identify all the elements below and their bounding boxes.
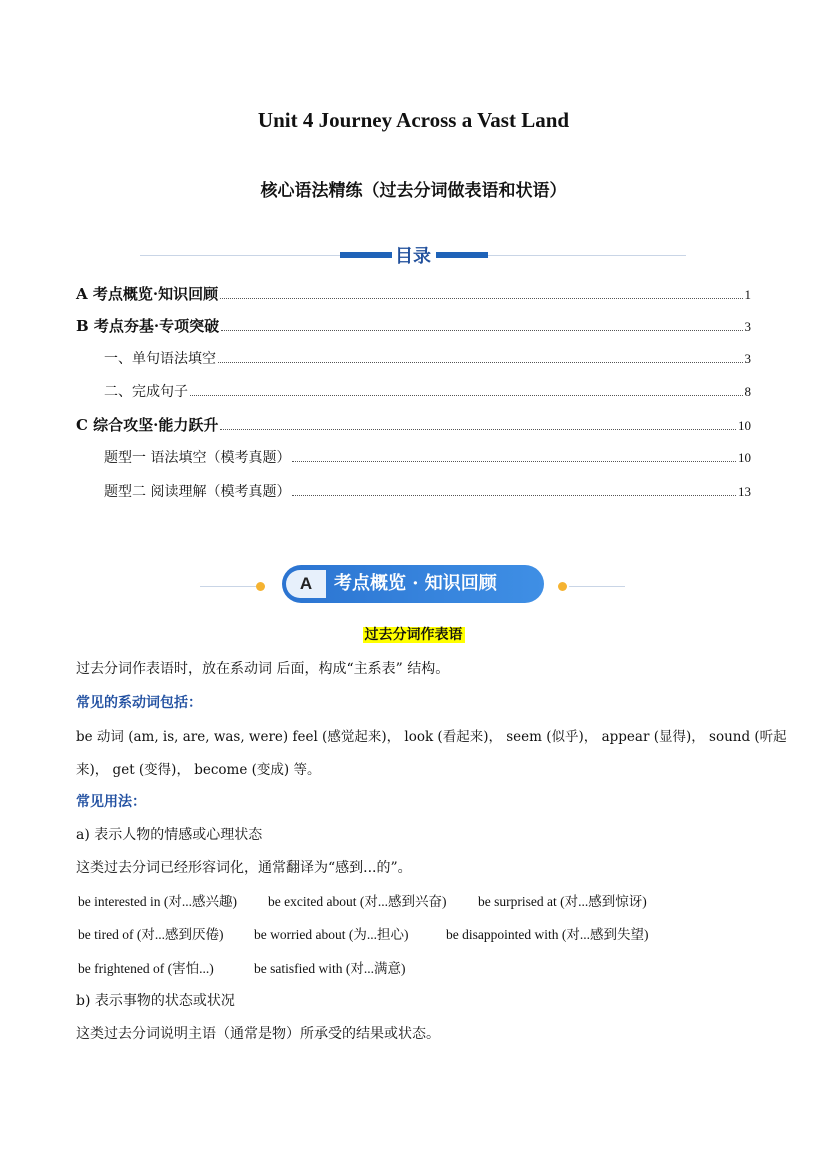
toc-entry-page: 10 <box>738 450 751 465</box>
section-banner <box>200 562 625 606</box>
usage-heading: 常见用法： <box>76 794 146 810</box>
toc-entry[interactable] <box>104 481 751 503</box>
example-phrase: be tired of (对...感到厌倦) <box>78 927 224 942</box>
toc-entry-label: A 考点概览·知识回顾 <box>76 285 219 303</box>
linking-verbs-heading: 常见的系动词包括： <box>76 695 202 711</box>
toc-entry[interactable] <box>104 447 751 469</box>
usage-a-description: 这类过去分词已经形容词化，通常翻译为“感到...的”。 <box>76 860 412 876</box>
document-title: Unit 4 Journey Across a Vast Land <box>257 108 570 132</box>
toc-entry-page: 3 <box>744 319 751 334</box>
usage-b-description: 这类过去分词说明主语（通常是物）所承受的结果或状态。 <box>76 1026 440 1042</box>
banner-dot-left <box>256 582 265 591</box>
toc-entry-page: 1 <box>744 287 751 302</box>
toc-entry[interactable] <box>76 414 751 436</box>
banner-dot-right <box>558 582 567 591</box>
banner-letter: A <box>286 570 326 598</box>
example-phrase: be interested in (对...感兴趣) <box>78 894 237 909</box>
usage-item-b: b) 表示事物的状态或状况 <box>76 993 235 1009</box>
usage-item-a: a) 表示人物的情感或心理状态 <box>76 827 263 843</box>
toc-entry-label: 题型一 语法填空（模考真题） <box>104 450 291 466</box>
toc-entry-label: 二、完成句子 <box>104 384 188 400</box>
example-phrase: be disappointed with (对...感到失望) <box>446 927 649 942</box>
example-phrase: be satisfied with (对...满意) <box>254 961 406 976</box>
toc-heading: 目录 <box>395 246 431 267</box>
toc-leader <box>218 362 743 363</box>
linking-verbs-line: 来)， get (变得)， become (变成) 等。 <box>76 762 321 778</box>
banner-line-left <box>200 586 256 587</box>
toc-entry-page: 13 <box>738 484 751 499</box>
highlighted-heading: 过去分词作表语 <box>364 627 463 643</box>
toc-entry-page: 3 <box>744 351 751 366</box>
toc-entry-label: 题型二 阅读理解（模考真题） <box>104 484 291 500</box>
example-phrase: be worried about (为...担心) <box>254 927 409 942</box>
toc-entry-page: 10 <box>738 418 751 433</box>
toc-header <box>140 242 686 268</box>
toc-entry[interactable] <box>104 381 751 403</box>
intro-paragraph: 过去分词作表语时，放在系动词 后面，构成“主系表” 结构。 <box>76 661 450 677</box>
example-phrase: be excited about (对...感到兴奋) <box>268 894 447 909</box>
example-phrase: be surprised at (对...感到惊讶) <box>478 894 647 909</box>
toc-leader <box>220 298 742 299</box>
toc-entry[interactable] <box>76 283 751 305</box>
toc-entry-label: C 综合攻坚·能力跃升 <box>76 416 219 434</box>
document-subtitle: 核心语法精练（过去分词做表语和状语） <box>260 181 567 201</box>
banner-title: 考点概览 · 知识回顾 <box>334 573 497 594</box>
banner-line-right <box>569 586 625 587</box>
toc-entry-label: 一、单句语法填空 <box>104 351 216 367</box>
linking-verbs-line: be 动词 (am, is, are, was, were) feel (感觉起来)， look (看起来)， seem (似乎)， appear (显得)， sound (听起 <box>76 729 787 745</box>
section-title <box>0 624 827 644</box>
toc-leader <box>221 330 742 331</box>
toc-leader <box>292 461 736 462</box>
toc-leader <box>220 429 736 430</box>
toc-entry-label: B 考点夯基·专项突破 <box>76 317 220 335</box>
toc-leader <box>190 395 743 396</box>
toc-entry[interactable] <box>76 315 751 337</box>
example-phrase: be frightened of (害怕...) <box>78 961 214 976</box>
toc-leader <box>292 495 736 496</box>
toc-entry-page: 8 <box>744 384 751 399</box>
toc-entry[interactable] <box>104 348 751 370</box>
